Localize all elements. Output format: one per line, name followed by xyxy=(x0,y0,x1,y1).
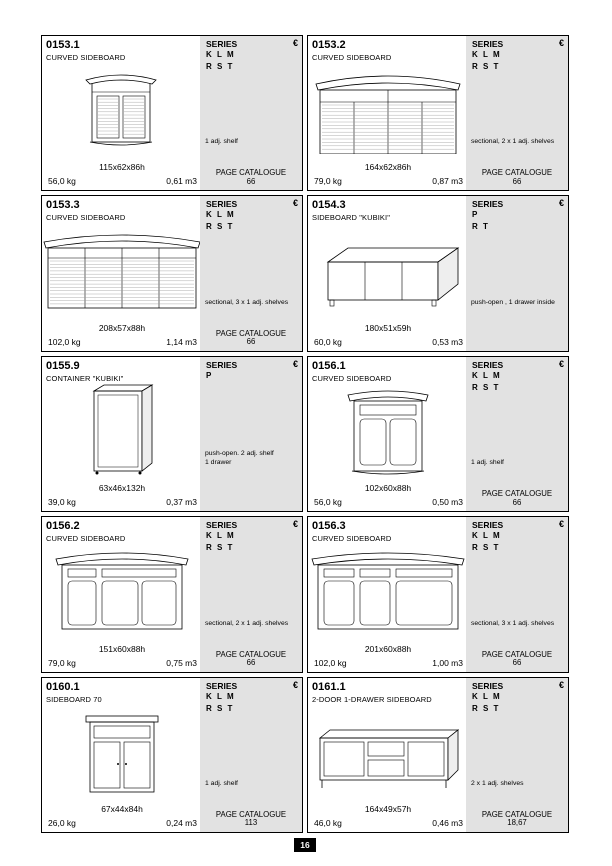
page-catalogue xyxy=(200,330,302,347)
product-drawing xyxy=(308,704,468,796)
product-dimensions: 102x60x88h xyxy=(364,483,412,494)
product-volume: 1,00 m3 xyxy=(432,657,463,668)
product-weight: 102,0 kg xyxy=(314,657,347,668)
product-weight: 39,0 kg xyxy=(48,497,76,508)
series-panel xyxy=(200,36,302,190)
series-codes-line-2: R S T xyxy=(206,222,234,232)
page-catalogue-number: 66 xyxy=(246,658,256,668)
product-name: CURVED SIDEBOARD xyxy=(312,53,392,62)
series-codes-line-2: R S T xyxy=(472,62,500,71)
series-label: SERIES xyxy=(206,39,238,49)
product-volume: 0,50 m3 xyxy=(432,497,463,508)
product-weight: 56,0 kg xyxy=(314,497,342,508)
page-catalogue-label: PAGE CATALOGUE xyxy=(481,649,553,659)
euro-icon: € xyxy=(558,38,564,48)
series-label: SERIES xyxy=(472,199,504,210)
euro-icon: € xyxy=(292,198,298,209)
series-codes-line-1: K L M xyxy=(472,50,502,59)
page-catalogue xyxy=(200,811,302,828)
product-weight: 46,0 kg xyxy=(314,817,342,828)
product-card xyxy=(41,677,303,833)
page-catalogue-number: 18,67 xyxy=(507,818,527,828)
product-name: SIDEBOARD 70 xyxy=(46,694,102,704)
product-dimensions: 180x51x59h xyxy=(364,322,412,333)
series-panel xyxy=(200,517,302,671)
product-grid xyxy=(41,35,569,833)
series-label: SERIES xyxy=(472,680,504,691)
euro-icon: € xyxy=(292,38,298,48)
product-dimensions: 164x62x86h xyxy=(364,162,412,173)
product-weight: 102,0 kg xyxy=(48,336,81,347)
page-catalogue xyxy=(466,651,568,668)
product-weight: 79,0 kg xyxy=(314,176,342,187)
series-codes-line-1: K L M xyxy=(472,370,502,380)
product-card xyxy=(307,356,569,512)
product-code: 0155.9 xyxy=(46,359,80,372)
product-volume: 0,37 m3 xyxy=(166,497,197,508)
page-catalogue xyxy=(200,651,302,668)
page-catalogue-number: 66 xyxy=(512,658,522,668)
product-code: 0161.1 xyxy=(312,680,346,693)
series-codes-line-1: K L M xyxy=(206,531,236,541)
series-codes-line-2: R S T xyxy=(206,703,234,713)
page-catalogue-number: 66 xyxy=(512,176,522,186)
product-name: SIDEBOARD "KUBIKI" xyxy=(312,213,390,223)
euro-icon: € xyxy=(558,358,564,369)
product-note: 2 x 1 adj. shelves xyxy=(471,779,524,787)
product-note: 1 adj. shelf xyxy=(471,459,504,467)
product-drawing xyxy=(42,704,202,796)
series-codes-line-2: R S T xyxy=(206,543,234,553)
product-drawing xyxy=(42,62,202,154)
product-dimensions: 151x60x88h xyxy=(98,643,146,654)
product-code: 0153.3 xyxy=(46,199,80,212)
product-weight: 79,0 kg xyxy=(48,657,76,668)
product-dimensions: 115x62x86h xyxy=(99,162,145,173)
euro-icon: € xyxy=(558,679,564,690)
series-codes-line-2: R S T xyxy=(472,703,500,713)
series-codes-line-2: R S T xyxy=(472,543,500,553)
series-codes-line-2: R S T xyxy=(472,382,500,392)
product-code: 0156.3 xyxy=(312,520,346,533)
page-catalogue-label: PAGE CATALOGUE xyxy=(481,168,553,178)
product-dimensions: 67x44x84h xyxy=(101,803,143,814)
series-panel xyxy=(200,678,302,832)
series-codes-line-1: K L M xyxy=(206,50,236,59)
product-drawing xyxy=(308,383,468,475)
product-dimensions: 208x57x88h xyxy=(98,322,146,333)
page-catalogue xyxy=(466,811,568,828)
series-label: SERIES xyxy=(206,199,238,210)
product-card xyxy=(41,195,303,351)
product-dimensions: 164x49x57h xyxy=(364,803,412,814)
product-name: CURVED SIDEBOARD xyxy=(312,534,392,544)
series-codes-line-1: P xyxy=(206,370,213,380)
page-catalogue xyxy=(466,169,568,186)
page-catalogue-label: PAGE CATALOGUE xyxy=(481,489,553,499)
euro-icon: € xyxy=(558,198,564,209)
page-catalogue-number: 66 xyxy=(512,497,522,507)
series-codes-line-1: K L M xyxy=(472,531,502,541)
product-dimensions: 201x60x88h xyxy=(364,643,412,654)
product-note: sectional, 3 x 1 adj. shelves xyxy=(471,619,555,627)
series-codes-line-1: K L M xyxy=(206,210,236,220)
product-code: 0160.1 xyxy=(46,680,80,693)
series-panel xyxy=(200,196,302,350)
euro-icon: € xyxy=(292,679,298,690)
series-codes-line-2: R T xyxy=(472,222,490,232)
page-catalogue-number: 113 xyxy=(244,818,258,828)
series-panel xyxy=(466,357,568,511)
page-catalogue-number: 66 xyxy=(246,176,256,186)
series-label: SERIES xyxy=(206,359,238,370)
product-code: 0153.2 xyxy=(312,39,346,51)
product-drawing xyxy=(42,222,202,314)
page-catalogue-label: PAGE CATALOGUE xyxy=(215,809,287,819)
series-panel xyxy=(466,517,568,671)
product-weight: 56,0 kg xyxy=(48,176,76,187)
product-volume: 0,87 m3 xyxy=(432,176,463,187)
product-name: CURVED SIDEBOARD xyxy=(46,534,126,544)
page-catalogue-label: PAGE CATALOGUE xyxy=(215,168,287,178)
page-catalogue xyxy=(466,490,568,507)
product-drawing xyxy=(42,543,202,635)
product-card xyxy=(307,677,569,833)
page-catalogue-number: 66 xyxy=(246,337,256,347)
series-label: SERIES xyxy=(472,359,504,370)
series-codes-line-1: K L M xyxy=(206,691,236,701)
product-card xyxy=(307,195,569,351)
series-panel xyxy=(466,196,568,350)
series-label: SERIES xyxy=(206,680,238,691)
product-note: 1 adj. shelf xyxy=(205,779,238,787)
product-volume: 0,46 m3 xyxy=(432,817,463,828)
page-catalogue xyxy=(200,169,302,186)
series-label: SERIES xyxy=(472,520,504,531)
product-note: push-open , 1 drawer inside xyxy=(471,298,555,306)
product-code: 0154.3 xyxy=(312,199,346,212)
page-catalogue-label: PAGE CATALOGUE xyxy=(215,649,287,659)
product-card xyxy=(307,516,569,672)
page-catalogue-label: PAGE CATALOGUE xyxy=(215,328,287,338)
product-drawing xyxy=(308,543,468,635)
product-dimensions: 63x46x132h xyxy=(98,483,146,494)
series-codes-line-1: K L M xyxy=(472,691,502,701)
product-volume: 0,53 m3 xyxy=(432,336,463,347)
product-volume: 0,75 m3 xyxy=(166,657,197,668)
product-name: CURVED SIDEBOARD xyxy=(312,373,392,383)
series-panel xyxy=(466,678,568,832)
euro-icon: € xyxy=(558,519,564,530)
product-volume: 0,24 m3 xyxy=(166,817,197,828)
product-name: CURVED SIDEBOARD xyxy=(46,53,126,62)
product-note: sectional, 2 x 1 adj. shelves xyxy=(205,619,289,627)
product-card xyxy=(41,356,303,512)
product-note: push-open. 2 adj. shelf 1 drawer xyxy=(205,450,274,467)
product-drawing xyxy=(308,222,468,314)
product-drawing xyxy=(42,383,202,475)
product-volume: 0,61 m3 xyxy=(166,176,197,187)
product-volume: 1,14 m3 xyxy=(166,336,197,347)
product-card xyxy=(41,35,303,191)
product-drawing xyxy=(308,62,468,154)
series-panel xyxy=(200,357,302,511)
product-name: CURVED SIDEBOARD xyxy=(46,213,126,223)
product-card xyxy=(41,516,303,672)
page-catalogue-label: PAGE CATALOGUE xyxy=(481,809,553,819)
product-weight: 60,0 kg xyxy=(314,336,342,347)
product-note: sectional, 3 x 1 adj. shelves xyxy=(205,298,289,306)
product-name: CONTAINER "KUBIKI" xyxy=(46,373,124,383)
series-codes-line-1: P xyxy=(472,210,479,220)
product-code: 0156.1 xyxy=(312,359,346,372)
product-name: 2-DOOR 1-DRAWER SIDEBOARD xyxy=(312,694,432,704)
page-number: 16 xyxy=(294,838,316,852)
series-label: SERIES xyxy=(472,39,504,49)
product-note: sectional, 2 x 1 adj. shelves xyxy=(471,138,555,146)
product-code: 0153.1 xyxy=(46,39,80,51)
product-code: 0156.2 xyxy=(46,520,80,533)
series-codes-line-2: R S T xyxy=(206,62,234,71)
series-label: SERIES xyxy=(206,520,238,531)
euro-icon: € xyxy=(292,358,298,369)
product-weight: 26,0 kg xyxy=(48,817,76,828)
series-panel xyxy=(466,36,568,190)
product-note: 1 adj. shelf xyxy=(205,138,238,146)
product-card xyxy=(307,35,569,191)
euro-icon: € xyxy=(292,519,298,530)
